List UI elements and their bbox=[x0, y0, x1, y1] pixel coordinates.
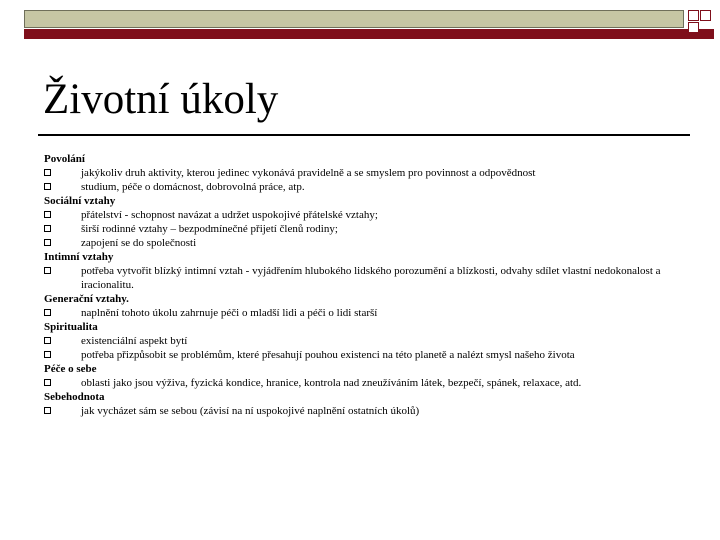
list-item-text: potřeba vytvořit blízký intimní vztah - vyjádřením hlubokého lidského porozumění a blízkosti, odvahy sdílet vlastní nedokonalost a iracionalitu. bbox=[81, 265, 661, 291]
list-item bbox=[44, 306, 694, 320]
checkbox-bullet-icon bbox=[44, 407, 51, 414]
list-item bbox=[44, 180, 694, 194]
corner-square-icon bbox=[700, 10, 711, 21]
list-item bbox=[44, 264, 694, 292]
list-item bbox=[44, 348, 694, 362]
header-decor-bar bbox=[24, 10, 684, 28]
corner-square-icon bbox=[688, 10, 699, 21]
checkbox-bullet-icon bbox=[44, 239, 51, 246]
checkbox-bullet-icon bbox=[44, 183, 51, 190]
list-item-text: existenciální aspekt bytí bbox=[81, 335, 188, 347]
list-item-text: potřeba přizpůsobit se problémům, které přesahují pouhou existenci na této planetě a nalézt smysl našeho života bbox=[81, 349, 575, 361]
list-item bbox=[44, 208, 694, 222]
checkbox-bullet-icon bbox=[44, 351, 51, 358]
list-item bbox=[44, 222, 694, 236]
checkbox-bullet-icon bbox=[44, 225, 51, 232]
section-heading: Spiritualita bbox=[44, 321, 98, 333]
list-item-text: oblasti jako jsou výživa, fyzická kondice, hranice, kontrola nad zneužíváním látek, bezpečí, spánek, relaxace, atd. bbox=[81, 377, 582, 389]
section-heading: Povolání bbox=[44, 153, 85, 165]
header-accent-bar bbox=[24, 29, 714, 39]
checkbox-bullet-icon bbox=[44, 169, 51, 176]
list-item-text: jakýkoliv druh aktivity, kterou jedinec vykonává pravidelně a se smyslem pro povinnost a odpovědnost bbox=[81, 167, 536, 179]
list-item-text: naplnění tohoto úkolu zahrnuje péči o mladší lidi a péči o lidi starší bbox=[81, 307, 378, 319]
list-item-text: jak vycházet sám se sebou (závisí na ní uspokojivé naplnění ostatních úkolů) bbox=[81, 405, 420, 417]
slide-title: Životní úkoly bbox=[43, 76, 279, 123]
list-item bbox=[44, 404, 694, 418]
list-item bbox=[44, 166, 694, 180]
list-item-text: přátelství - schopnost navázat a udržet uspokojivé přátelské vztahy; bbox=[81, 209, 378, 221]
checkbox-bullet-icon bbox=[44, 211, 51, 218]
list-item bbox=[44, 334, 694, 348]
section-heading: Generační vztahy. bbox=[44, 293, 129, 305]
list-item-text: zapojení se do společnosti bbox=[81, 237, 197, 249]
title-divider bbox=[38, 134, 690, 136]
list-item bbox=[44, 236, 694, 250]
checkbox-bullet-icon bbox=[44, 379, 51, 386]
section-heading: Intimní vztahy bbox=[44, 251, 114, 263]
list-item bbox=[44, 376, 694, 390]
list-item-text: studium, péče o domácnost, dobrovolná práce, atp. bbox=[81, 181, 305, 193]
corner-square-icon bbox=[688, 22, 699, 33]
checkbox-bullet-icon bbox=[44, 267, 51, 274]
section-heading: Sociální vztahy bbox=[44, 195, 116, 207]
section-heading: Sebehodnota bbox=[44, 391, 105, 403]
slide-content bbox=[44, 152, 694, 418]
checkbox-bullet-icon bbox=[44, 337, 51, 344]
list-item-text: širší rodinné vztahy – bezpodmínečné přijetí členů rodiny; bbox=[81, 223, 338, 235]
checkbox-bullet-icon bbox=[44, 309, 51, 316]
section-heading: Péče o sebe bbox=[44, 363, 97, 375]
